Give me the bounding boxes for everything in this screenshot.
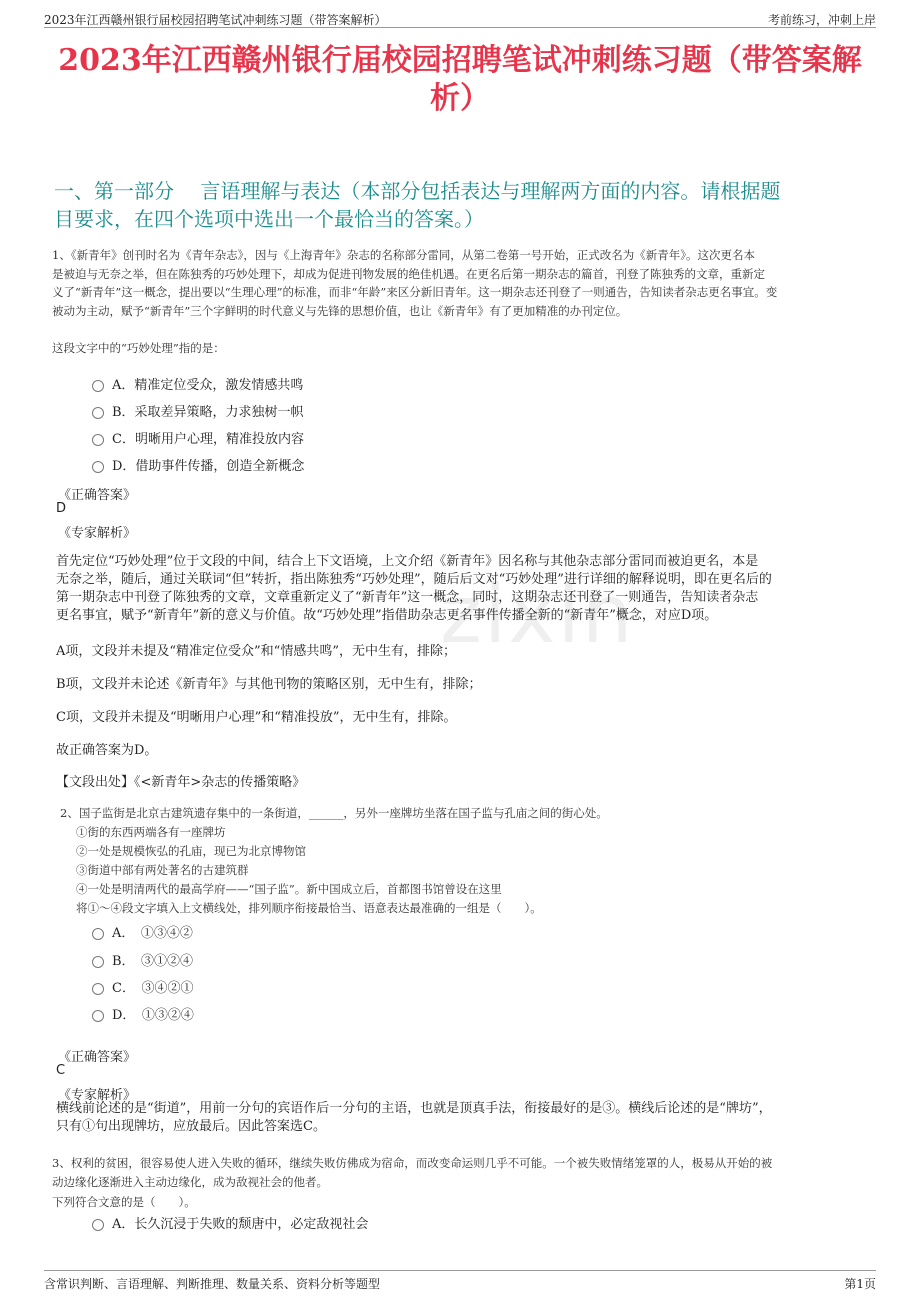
q2-analysis (56, 1100, 872, 1136)
section-heading (54, 177, 866, 233)
radio-icon[interactable] (92, 1219, 104, 1231)
option-label: B．采取差异策略，力求独树一帜 (112, 404, 304, 420)
q1-option-a[interactable] (92, 372, 303, 394)
header-slogan: 考前练习，冲刺上岸 (767, 13, 876, 27)
option-label: B． ③①②④ (112, 953, 194, 969)
q2-instruction: 将①～④段文字填入上文横线处，排列顺序衔接最恰当、语意表达最准确的一组是（ ）。 (76, 901, 542, 915)
q2-item: ④一处是明清两代的最高学府——“国子监”。新中国成立后，首都图书馆曾设在这里 (76, 882, 502, 896)
radio-icon[interactable] (92, 956, 104, 968)
q1-note-a: A项，文段并未提及“精准定位受众”和“情感共鸣”，无中生有，排除； (56, 644, 456, 659)
passage-line: 义了“新青年”这一概念，提出要以“生理心理”的标准，而非“年龄”来区分新旧青年。这一期杂志还刊登了一则通告，告知读者杂志更名事宜。变 (52, 285, 778, 299)
option-label: A．精准定位受众，激发情感共鸣 (112, 377, 304, 393)
watermark: zixin (440, 568, 635, 661)
analysis-line: 横线前论述的是“街道”，用前一分句的宾语作后一分句的主语，也就是顶真手法，衔接最好的是③。横线后论述的是“牌坊”， (56, 1101, 772, 1116)
passage-line: 动边缘化逐渐进入主动边缘化，成为敌视社会的他者。 (52, 1174, 328, 1189)
q2-analysis-label: 《专家解析》 (58, 1088, 137, 1103)
q1-source: 【文段出处】《<新青年>杂志的传播策略》 (56, 775, 306, 790)
q1-answer-label: 《正确答案》 (58, 488, 137, 503)
q1-option-b[interactable] (92, 399, 304, 421)
radio-icon[interactable] (92, 1010, 104, 1022)
q3-option-a[interactable] (92, 1211, 368, 1233)
radio-icon[interactable] (92, 407, 104, 419)
q2-item: ③街道中部有两处著名的古建筑群 (76, 863, 249, 877)
option-label: A．长久沉浸于失败的颓唐中，必定敌视社会 (112, 1216, 369, 1232)
q2-answer-label: 《正确答案》 (58, 1050, 137, 1065)
q1-option-d[interactable] (92, 453, 304, 475)
option-label: D．借助事件传播，创造全新概念 (112, 458, 305, 474)
header-doc-title: 2023年江西赣州银行届校园招聘笔试冲刺练习题（带答案解析） (44, 13, 387, 27)
q1-note-c: C项，文段并未提及“明晰用户心理”和“精准投放”，无中生有，排除。 (56, 710, 457, 725)
q3-passage (52, 1154, 868, 1191)
analysis-line: 第一期杂志中刊登了陈独秀的文章，文章重新定义了“新青年”这一概念，同时，这期杂志还刊登了一则通告，告知读者杂志 (56, 590, 759, 605)
radio-icon[interactable] (92, 434, 104, 446)
q2-option-d[interactable] (92, 1002, 194, 1024)
radio-icon[interactable] (92, 380, 104, 392)
q1-answer: D (56, 501, 67, 516)
q1-stem: 这段文字中的“巧妙处理”指的是： (52, 341, 225, 355)
option-label: A． ①③④② (112, 925, 193, 941)
section-heading-line: 一、第一部分 言语理解与表达（本部分包括表达与理解两方面的内容。请根据题 (54, 179, 781, 203)
option-label: C． ③④②① (112, 980, 194, 996)
q2-item: ①街的东西两端各有一座牌坊 (76, 825, 226, 839)
q1-analysis-label: 《专家解析》 (58, 526, 137, 541)
analysis-line: 只有①句出现牌坊，应放最后。因此答案选C。 (56, 1119, 326, 1134)
q2-stem: 2、国子监街是北京古建筑遗存集中的一条街道，______，另外一座牌坊坐落在国子监与孔庙之间的街心处。 (60, 806, 608, 820)
footer-note: 含常识判断、言语理解、判断推理、数量关系、资料分析等题型 (44, 1277, 381, 1291)
analysis-line: 更名事宜，赋予“新青年”新的意义与价值。故“巧妙处理”指借助杂志更名事件传播全新的“新青年”概念，对应D项。 (56, 608, 718, 623)
q1-conclusion: 故正确答案为D。 (56, 743, 158, 758)
passage-line: 1、《新青年》创刊时名为《青年杂志》，因与《上海青年》杂志的名称部分雷同，从第二卷第一号开始，正式改名为《新青年》。这次更名本 (52, 248, 756, 262)
page-number: 第1页 (844, 1277, 876, 1291)
q2-answer: C (56, 1063, 66, 1078)
radio-icon[interactable] (92, 983, 104, 995)
q2-option-a[interactable] (92, 920, 193, 942)
passage-line: 被动为主动，赋予“新青年”三个字鲜明的时代意义与先锋的思想价值，也让《新青年》有了更加精准的办刊定位。 (52, 303, 628, 318)
analysis-line: 首先定位“巧妙处理”位于文段的中间，结合上下文语境，上文介绍《新青年》因名称与其他杂志部分雷同而被迫更名，本是 (56, 554, 759, 569)
q1-passage (52, 246, 868, 320)
q1-analysis (56, 553, 872, 625)
option-label: C．明晰用户心理，精准投放内容 (112, 431, 304, 447)
q2-item: ②一处是规模恢弘的孔庙，现已为北京博物馆 (76, 844, 306, 858)
q1-note-b: B项，文段并未论述《新青年》与其他刊物的策略区别，无中生有，排除； (56, 677, 482, 692)
option-label: D． ①③②④ (112, 1007, 194, 1023)
document-title: 2023年江西赣州银行届校园招聘笔试冲刺练习题（带答案解析） (58, 43, 862, 116)
radio-icon[interactable] (92, 928, 104, 940)
analysis-line: 无奈之举，随后，通过关联词“但”转折，指出陈独秀“巧妙处理”，随后后文对“巧妙处理”进行详细的解释说明，即在更名后的 (56, 572, 772, 587)
page-header (44, 0, 876, 28)
q2-option-c[interactable] (92, 975, 193, 997)
radio-icon[interactable] (92, 461, 104, 473)
section-heading-line: 目要求，在四个选项中选出一个最恰当的答案。） (54, 207, 484, 231)
q2-option-b[interactable] (92, 948, 193, 970)
passage-line: 是被迫与无奈之举，但在陈独秀的巧妙处理下，却成为促进刊物发展的绝佳机遇。在更名后第一期杂志的篇首，刊登了陈独秀的文章，重新定 (52, 266, 765, 281)
page-footer (44, 1270, 876, 1298)
passage-line: 3、权利的贫困，很容易使人进入失败的循环，继续失败仿佛成为宿命，而改变命运则几乎不可能。一个被失败情绪笼罩的人，极易从开始的被 (52, 1156, 773, 1170)
q3-stem: 下列符合文意的是（ ）。 (52, 1195, 196, 1209)
q1-option-c[interactable] (92, 426, 304, 448)
